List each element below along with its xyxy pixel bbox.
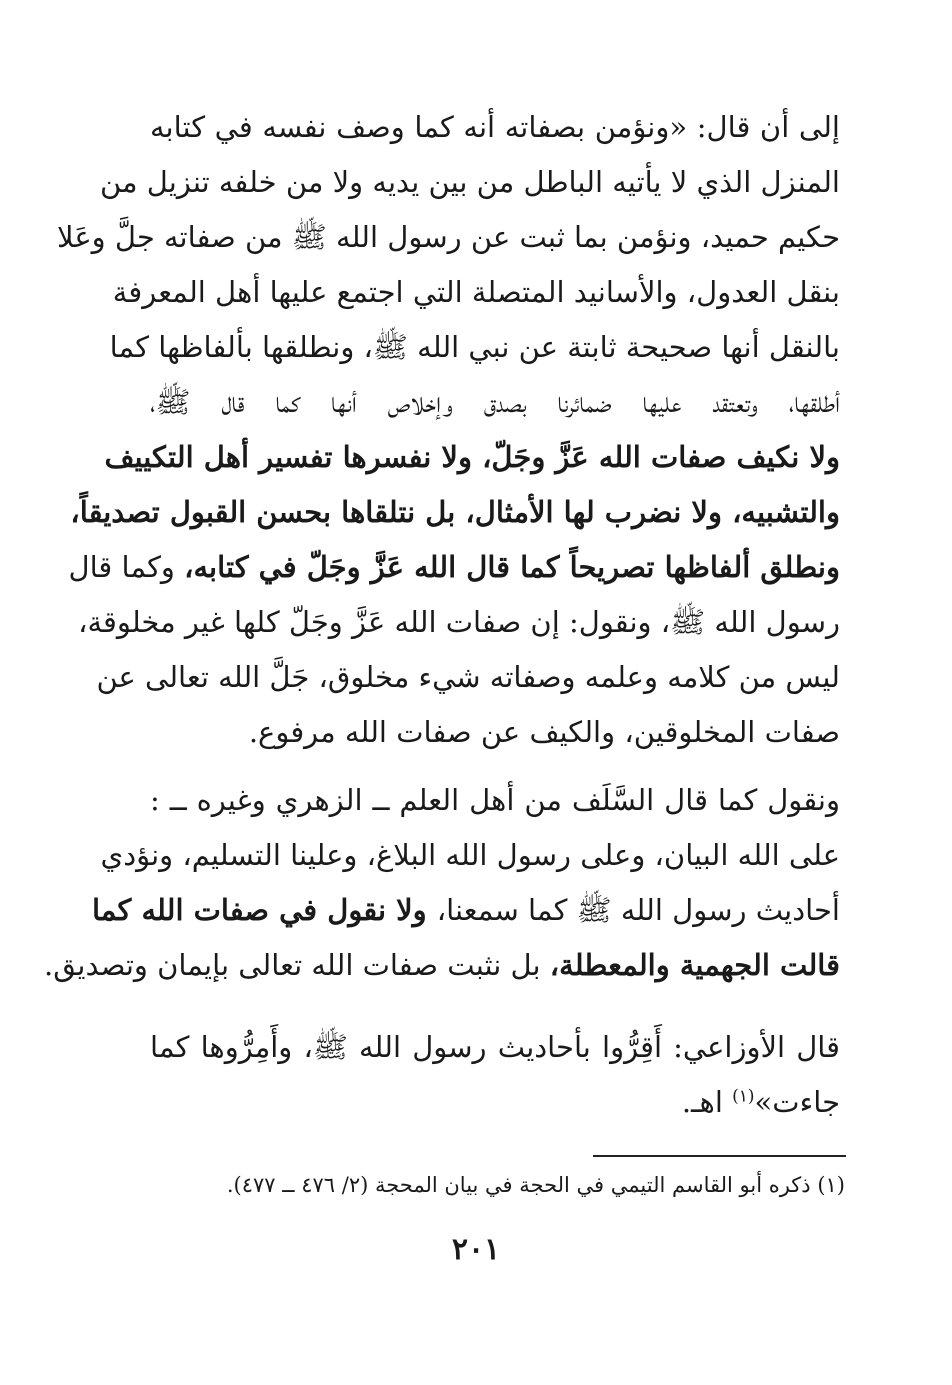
- text-line: [70, 485, 840, 540]
- text-segment: حكيم حميد، ونؤمن بما ثبت عن رسول الله ﷺ من صفاته جلَّ وعَلا: [57, 220, 840, 254]
- text-line: [78, 595, 840, 650]
- paragraph-3: [150, 1020, 840, 1130]
- text-line: [91, 883, 840, 938]
- bold-text-segment: والتشبيه، ولا نضرب لها الأمثال، بل نتلقاها بحسن القبول تصديقاً،: [70, 495, 840, 529]
- text-segment: أحاديث رسول الله ﷺ كما سمعنا،: [436, 893, 840, 927]
- text-line: [112, 265, 840, 320]
- text-line: [100, 828, 840, 883]
- text-segment: بل نثبت صفات الله تعالى بإيمان وتصديق.: [44, 948, 550, 982]
- bold-text-segment: ولا نكيف صفات الله عَزَّ وجَلّ، ولا نفسرها تفسير أهل التكييف: [104, 440, 840, 474]
- text-segment: المنزل الذي لا يأتيه الباطل من بين يديه ولا من خلفه تنزيل من: [99, 165, 840, 199]
- paragraph-1: [57, 100, 840, 760]
- text-line: [150, 1075, 840, 1130]
- text-line: [150, 1020, 840, 1075]
- text-line: [104, 430, 840, 485]
- text-segment: بنقل العدول، والأسانيد المتصلة التي اجتمع عليها أهل المعرفة: [112, 275, 840, 309]
- text-segment: رسول الله ﷺ، ونقول: إن صفات الله عَزَّ وجَلّ كلها غير مخلوقة،: [78, 605, 840, 639]
- text-line: [99, 155, 840, 210]
- bold-text-segment: ولا نقول في صفات الله كما: [91, 893, 437, 927]
- text-line: [150, 100, 840, 155]
- text-segment: قال الأوزاعي: أَقِرُّوا بأحاديث رسول الله ﷺ، وأَمِرُّوها كما: [150, 1030, 840, 1064]
- footnote-reference: (١): [732, 1086, 755, 1107]
- text-segment: أطلقها، وتعتقد عليها ضمائرنا بصدق وإخلاص أنها كما قال ﷺ،: [150, 385, 840, 419]
- text-line: [150, 705, 840, 760]
- text-line: [68, 540, 840, 595]
- text-segment: وكما قال: [68, 550, 185, 584]
- text-line: [109, 320, 840, 375]
- footnote: (١) ذكره أبو القاسم التيمي في الحجة في بيان المحجة (٢/ ٤٧٦ ــ ٤٧٧).: [226, 1173, 845, 1197]
- text-line: [96, 650, 840, 705]
- bold-text-segment: قالت الجهمية والمعطلة،: [549, 948, 840, 982]
- text-segment: اهـ.: [681, 1085, 733, 1119]
- bold-text-segment: ونطلق ألفاظها تصريحاً كما قال الله عَزَّ وجَلّ في كتابه،: [184, 550, 840, 584]
- text-segment: ونقول كما قال السَّلَف من أهل العلم ــ الزهري وغيره ــ :: [150, 783, 840, 817]
- text-segment: إلى أن قال: «ونؤمن بصفاته أنه كما وصف نفسه في كتابه: [150, 110, 840, 144]
- text-segment: على الله البيان، وعلى رسول الله البلاغ، وعلينا التسليم، ونؤدي: [100, 838, 840, 872]
- paragraph-2: [44, 773, 840, 993]
- text-line: [150, 773, 840, 828]
- page-number: ٢٠١: [451, 1232, 501, 1267]
- text-line: [44, 938, 840, 993]
- text-segment: بالنقل أنها صحيحة ثابتة عن نبي الله ﷺ، ونطلقها بألفاظها كما: [109, 330, 840, 364]
- text-line: [57, 210, 840, 265]
- text-segment: جاءت»: [754, 1085, 840, 1119]
- text-line: [150, 375, 840, 430]
- text-segment: صفات المخلوقين، والكيف عن صفات الله مرفوع.: [248, 715, 840, 749]
- footnote-separator: [593, 1155, 846, 1157]
- text-segment: ليس من كلامه وعلمه وصفاته شيء مخلوق، جَلَّ الله تعالى عن: [96, 660, 840, 694]
